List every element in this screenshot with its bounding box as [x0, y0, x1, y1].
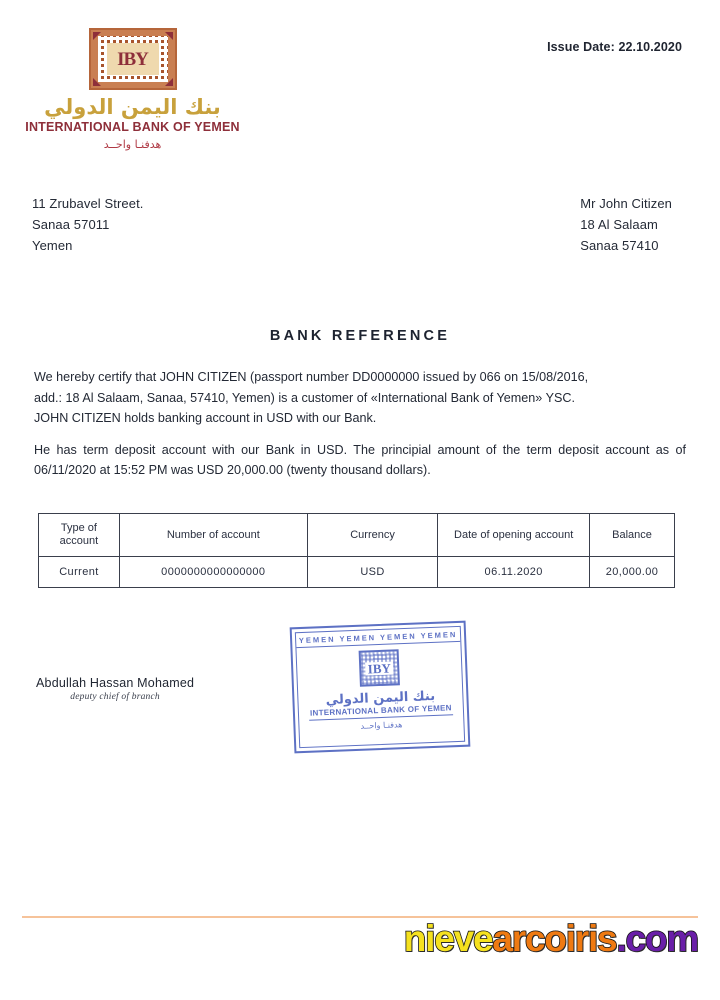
page-title: BANK REFERENCE: [269, 328, 451, 344]
stamp-bank-name-english: INTERNATIONAL BANK OF YEMEN: [309, 703, 454, 721]
bank-motto-arabic: هدفنـا واحــد: [103, 138, 162, 152]
emblem-corner-top-left-icon: [93, 32, 101, 40]
cell-opening-date: 06.11.2020: [438, 557, 590, 588]
account-table: [38, 513, 675, 588]
stamp-top-text: YEMEN YEMEN YEMEN YEMEN: [296, 630, 460, 648]
signatory-name: Abdullah Hassan Mohamed: [36, 676, 195, 690]
signature-block: [36, 676, 194, 702]
body-paragraph-1-line-2: add.: 18 Al Salaam, Sanaa, 57410, Yemen) is a customer of «International Bank of Yemen» YSC.: [34, 390, 575, 405]
bank-emblem-icon: [89, 28, 177, 90]
body-paragraph-2: He has term deposit account with our Bank in USD. The principial amount of the term deposit account as of 06/11/2020 at 15:52 PM was USD 20,000.00 (twenty thousand dollars).: [34, 442, 686, 477]
site-watermark: [404, 920, 698, 957]
table-header-number: Number of account: [119, 514, 307, 557]
recipient-address-line-3: Sanaa 57410: [580, 238, 659, 253]
issue-date-label: Issue Date:: [547, 40, 615, 54]
table-header-type: Type of account: [39, 514, 120, 557]
emblem-corner-bottom-right-icon: [165, 78, 173, 86]
stamp-motto-arabic: هدفنـا واحــد: [360, 720, 403, 731]
cell-account-number: 0000000000000000: [119, 557, 307, 588]
emblem-corner-bottom-left-icon: [93, 78, 101, 86]
cell-account-type: Current: [39, 557, 120, 588]
recipient-address-line-1: Mr John Citizen: [580, 196, 672, 211]
cell-currency: USD: [307, 557, 438, 588]
watermark-part-3: .com: [616, 918, 698, 959]
watermark-part-2: arcoiris: [492, 918, 617, 959]
recipient-address: [580, 193, 672, 256]
sender-address-line-3: Yemen: [32, 238, 73, 253]
body-paragraph-1-line-1: We hereby certify that JOHN CITIZEN (passport number DD0000000 issued by 066 on 15/08/2016,: [34, 370, 589, 384]
table-header-balance: Balance: [590, 514, 675, 557]
body-paragraph-1-line-3: JOHN CITIZEN holds banking account in USD with our Bank.: [34, 411, 377, 425]
recipient-address-line-2: 18 Al Salaam: [580, 217, 658, 232]
stamp-inner-frame: [295, 626, 465, 748]
table-header-currency: Currency: [307, 514, 438, 557]
table-header-opening-date: Date of opening account: [438, 514, 590, 557]
stamp-emblem-icon: [359, 649, 400, 687]
document-body: [34, 367, 686, 481]
emblem-monogram: IBY: [117, 48, 148, 70]
cell-balance: 20,000.00: [590, 557, 675, 588]
table-row: [39, 557, 675, 588]
document-header: [0, 0, 720, 175]
watermark-part-1: nieve: [403, 918, 493, 959]
stamp-monogram: IBY: [367, 660, 392, 676]
issue-date: [547, 40, 682, 54]
bank-stamp: [290, 621, 471, 754]
bank-name-english: INTERNATIONAL BANK OF YEMEN: [25, 120, 240, 135]
issue-date-value: 22.10.2020: [618, 40, 682, 54]
sender-address-line-2: Sanaa 57011: [32, 217, 110, 232]
sender-address-line-1: 11 Zrubavel Street.: [32, 196, 144, 211]
stamp-bank-name-arabic: بنك اليمن الدولي: [325, 688, 436, 709]
sender-address: [32, 193, 144, 256]
emblem-corner-top-right-icon: [165, 32, 173, 40]
bank-logo: [25, 28, 240, 151]
table-header-row: [39, 514, 675, 557]
signatory-role: deputy chief of branch: [70, 692, 160, 702]
emblem-core: [107, 43, 159, 75]
bank-name-arabic: بنك اليمن الدولي: [44, 95, 221, 119]
